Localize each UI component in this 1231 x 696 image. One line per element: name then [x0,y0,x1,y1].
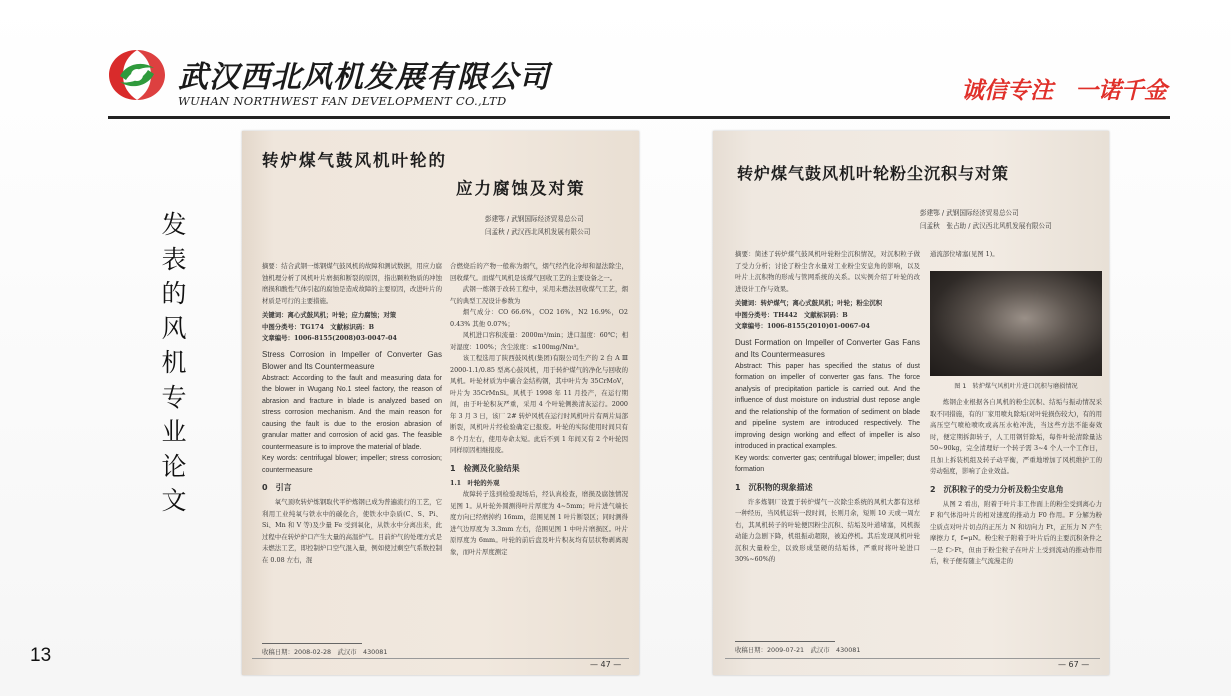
paper2-column-right [930,397,1102,649]
header-divider [108,116,1170,119]
paper1-subsection-1-1: 1.1 叶轮的外观 [450,478,500,487]
paper2-title-en: Dust Formation on Impeller of Converter Gas Fans and Its Countermeasures [735,337,920,359]
paper2-col2-top [930,249,1102,269]
company-name-cn: 武汉西北风机发展有限公司 [178,60,550,95]
side-title-char: 专 [161,382,187,412]
slogan-part-1: 诚信专注 [961,78,1053,104]
paper1-title-en: Stress Corrosion in Impeller of Converter Gas Blower and Its Countermeasure [262,349,442,371]
paper2-figure-1-caption: 图 1 转炉煤气风机叶片进口沉积与磨损情况 [954,383,1078,390]
paper2-keywords-en: Key words: converter gas; centrifugal blower; impeller; dust formation [735,454,920,473]
paper1-footnote-rule [262,643,362,644]
paper1-section-1: 1 检测及化验结果 [450,463,520,473]
paper1-author-2: 闫孟秋 / 武汉西北风机发展有限公司 [485,228,591,236]
paper1-class-no: 中图分类号：TG174 [262,322,324,331]
company-name-en: WUHAN NORTHWEST FAN DEVELOPMENT CO.,LTD [178,94,507,108]
side-title-char: 的 [161,279,187,308]
side-title-char: 业 [161,417,187,446]
paper1-page-number: — 47 — [590,660,622,669]
side-title-char: 机 [161,348,187,377]
paper1-col2-p6: 故障转子选到检验现场后，经认真检查，磨损及腐蚀情况见图 1。从叶轮外圆测得叶片厚度为 4~5mm；叶片进气端长度方向已经磨掉约 16mm，范围见图 1 叶片断裂区；同时测得进气边厚度为 3.3mm 左右，范围见图 1 中叶片磨损区。叶片原厚度为 6mm。叶轮的前后盘及叶片积灰均有层状物剥离现象，而叶片厚度测定 [450,490,628,556]
paper1-author-1: 彭建鄂 / 武钢国际经济贸易总公司 [485,215,584,223]
side-title-char: 文 [161,486,187,515]
paper2-section-1: 1 沉积物的现象描述 [735,482,813,492]
side-title-char: 论 [161,451,187,481]
paper1-col2-p3: 烟气成分：CO 66.6%，CO2 16%，N2 16.9%，O2 0.43% 其他 0.07%； [450,308,628,328]
paper1-keywords-en: Key words: centrifugal blower; impeller; stress corrosion; countermeasure [262,455,442,474]
paper2-figure-1-photo [930,271,1102,376]
side-title-char: 发 [161,210,187,239]
paper1-title-line1: 转炉煤气鼓风机叶轮的 [262,151,447,170]
paper2-abstract-en: Abstract: This paper has specified the status of dust formation on impeller of converter gas fans. The force analysis of precipitation particle is carried out. And the influence of dust moisture on industrial dust repose angle and the relationship of the formation of sediment on blade and pipeline system are introduced respectively. The improving design working and effect of impeller is also introduced in practical examples. [735,362,920,450]
paper2-bottom-rule [725,658,1100,659]
paper2-section-2: 2 沉积粒子的受力分析及粉尘安息角 [930,484,1064,494]
paper2-col2-top-text: 通流部位堵塞(见图 1)。 [930,250,999,258]
paper1-article-no: 文章编号：1006-8155(2008)03-0047-04 [262,334,397,342]
paper1-keywords-cn: 关键词：离心式鼓风机；叶轮；应力腐蚀；对策 [262,311,397,319]
side-title-vertical [154,208,194,519]
paper-scan-stress-corrosion [242,131,639,675]
paper1-column-left [262,261,442,659]
paper2-received-date: 收稿日期：2009-07-21 武汉市 430081 [735,646,861,654]
paper2-author-2: 闫孟秋 张占助 / 武汉西北风机发展有限公司 [920,222,1052,230]
slide-header [0,0,1231,125]
paper2-author-1: 彭建鄂 / 武钢国际经济贸易总公司 [920,209,1019,217]
paper2-col2-p1: 炼钢企业根据各自风机的粉尘沉积、结垢与振动情况采取不同措施，有的厂家用喷丸除垢(对叶轮损伤较大)，有的用高压空气喷枪喷吹或高压水枪冲洗，当这些方法不能奏效时，便定期拆卸转子，人工用钢钎除垢，每件叶轮清除量达 50~90kg，完全清理好一个转子需 3~4 个人一个工作日，且加上拆装机组及转子动平衡，严重地增加了风机维护工的劳动强度，影响了企业效益。 [930,398,1102,475]
paper1-bottom-rule [252,658,629,659]
paper-scan-dust-formation [713,131,1109,675]
paper2-footnote-rule [735,641,835,642]
paper1-col2-p2: 武钢一炼钢于改转工程中，采用未燃法回收煤气工艺，烟气的典型工况设计参数为 [450,285,628,305]
paper1-title-line2: 应力腐蚀及对策 [456,179,586,198]
paper2-col2-p2: 从图 2 看出，附着于叶片非工作面上的粉尘受到离心力 F 和气体沿叶片的相对速度的推动力 F0 作用。F 分解为粉尘质点对叶片切点的正压力 N 和切向力 Ft，正压力 N 产生摩擦力 f，f=μN。粉尘粒子附着于叶片后的主要沉积条件之一是 f＞Ft，但由于粉尘粒子在叶片上受到流动的推动作用后，粒子便有随主气流漫走的 [930,499,1102,565]
paper1-col2-p5: 该工程选用了陕西鼓风机(集团)有限公司生产的 2 台 A Ⅲ 2000-1.1/0.85 型离心鼓风机，用于转炉煤气的净化与回收的风机。叶轮材质为中碳合金结构钢，其中叶片为 35CrMoV，叶片为 35CrMnSi。风机于 1998 年 11 月投产，在运行期间，由于叶轮积灰严重，采用 4 个叶轮侧换清灰运行。2000 年 3 月 3 日，该厂 2# 转炉风机在运行时风机叶片有两片局部断裂，风机叶片经检验确定已报废。叶轮的实际使用时间只有 8 个月左右，使用寿命太短。此后不到 1 年间又有 2 个叶轮因同样原因相继报废。 [450,354,628,454]
paper2-title: 转炉煤气鼓风机叶轮粉尘沉积与对策 [737,164,1010,183]
paper1-abstract-cn: 摘要：结合武钢一炼钢煤气鼓风机的故障和测试数据，用应力腐蚀机理分析了风机叶片磨损和断裂的原因，指出颗粒物质的冲蚀磨损和酸性气体引起的腐蚀是造成故障的主要原因，改进叶片的材质是可行的主要措施。 [262,262,442,305]
paper1-column-right [450,261,628,649]
paper2-keywords-cn: 关键词：转炉煤气；离心式鼓风机；叶轮；粉尘沉积 [735,299,882,307]
side-title-char: 表 [161,244,187,274]
paper1-intro: 氧气顶吹转炉炼钢取代平炉炼钢已成为普遍流行的工艺，它利用工业纯氧与铁水中的碳化合，使铁水中杂质(C、S、Pi、Si、Mn 和 V 等)及少量 Fe 受到氧化，从铁水中分离出来，此过程中在转炉炉口产生大量的高温炉气。目前炉气的处理方式是未燃法工艺，即控制炉口空气混入量，例如使过剩空气系数控制在 0.08 左右，混 [262,498,442,564]
paper2-column-left [735,249,920,649]
paper1-col2-p4: 风机进口容积流量：2000m³/min；进口温度：60℃；相对湿度：100%；含尘浓度：≤100mg/Nm³。 [450,331,628,351]
paper1-abstract-en: Abstract: According to the fault and measuring data for the blower in Wugang No.1 steel factory, the reason of abrasion and fracture in blade is analyzed based on stress corrosion mechanism. And the main reason for causing the fault is due to the erosion abrasion of granular matter and corrosion of acid gas. The feasible countermeasure is to improve the material of blade. [262,374,442,451]
paper1-col2-p1: 合燃烧后的产物一般称为烟气，烟气经汽化冷却和湿法除尘，回收煤气。而煤气风机是该煤气回收工艺的主要设备之一。 [450,262,628,282]
paper1-section-0: 0 引言 [262,483,292,492]
paper1-doc-code: 文献标识码：B [330,322,375,331]
paper2-article-no: 文章编号：1006-8155(2010)01-0067-04 [735,322,870,330]
slogan-part-2: 一诺千金 [1075,78,1167,104]
paper1-received-date: 收稿日期：2008-02-28 武汉市 430081 [262,648,388,656]
paper2-class-no: 中图分类号：TH442 [735,310,798,319]
paper2-col1-body: 许多炼钢厂设置于转炉煤气一次除尘系统的风机大都有这样一种经历，当风机运转一段时间，长则月余，短则 10 天或一周左右，其风机转子的叶轮便因粉尘沉积、结垢及叶道堵塞，风机振动能力急剧下降，机组振动超限，被迫停机。其后发现风机叶轮沉积大量粉尘，以致形成坚硬的结垢体，严重时将叶轮进口 30%~60%的 [735,497,920,563]
slide-page-number: 13 [30,645,52,666]
paper2-doc-code: 文献标识码：B [803,310,848,319]
paper2-page-number: — 67 — [1058,660,1090,669]
side-title-char: 风 [161,313,187,343]
paper2-abstract-cn: 摘要：简述了转炉煤气鼓风机叶轮粉尘沉积情况，对沉积粒子做了受力分析；讨论了粉尘含水量对工业粉尘安息角的影响，以及叶片上沉积物的形成与管网系统的关系。以实例介绍了叶轮的改进设计工作与效果。 [735,250,920,293]
company-logo-icon [106,46,168,104]
slogan [961,72,1167,105]
